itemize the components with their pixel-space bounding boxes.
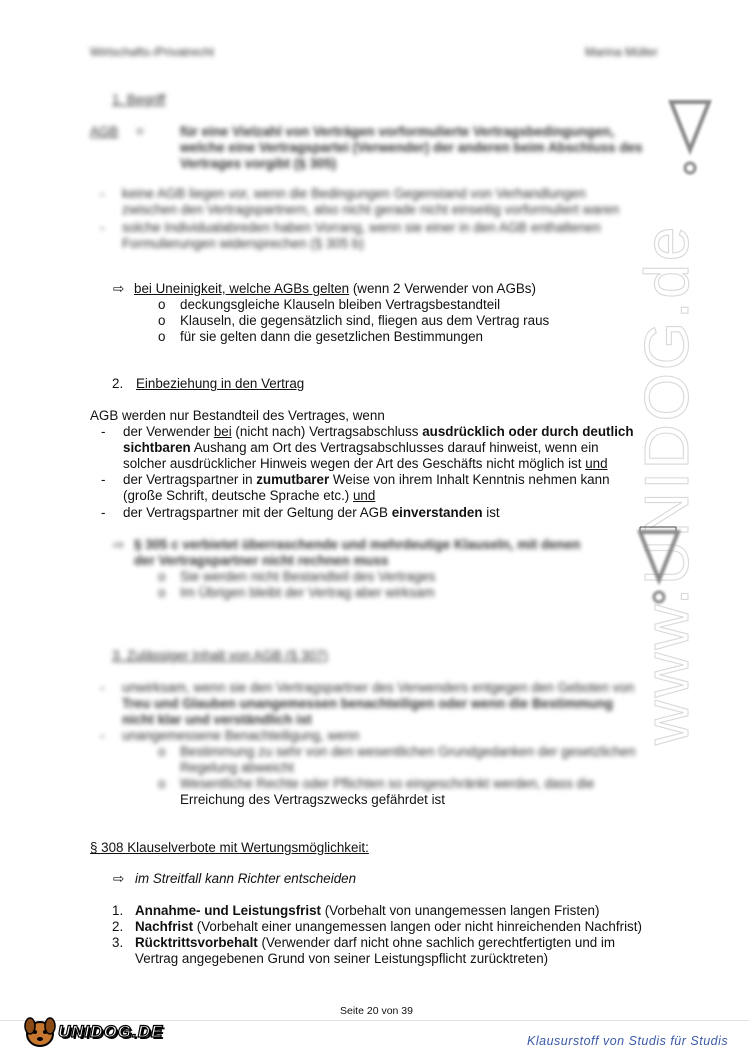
- bullet-dash: -: [100, 220, 105, 235]
- einbeziehung-item-2-line-2: (große Schrift, deutsche Sprache etc.) und: [123, 488, 376, 503]
- klausel-1-number: 1.: [112, 903, 124, 918]
- einbeziehung-item-3: der Vertragspartner mit der Geltung der AGB einverstanden ist: [123, 505, 500, 520]
- unidog-logo: UNIDOG.DE: [58, 1022, 164, 1041]
- header-left: Wirtschafts-/Privatrecht: [90, 45, 215, 59]
- section-1-heading: 1. Begriff: [112, 92, 166, 107]
- einbeziehung-item-2-line-1: der Vertragspartner in zumutbarer Weise von ihrem Inhalt Kenntnis nehmen kann: [123, 472, 610, 487]
- klausel-3-line-1: Rücktrittsvorbehalt (Verwender darf nicht ohne sachlich gerechtfertigten und im: [135, 935, 616, 950]
- footer-divider: [0, 1020, 750, 1021]
- section-2-title: Einbeziehung in den Vertrag: [136, 376, 305, 391]
- blurred-307-line-3: nicht klar und verständlich ist: [122, 712, 312, 727]
- list-bullet: o: [158, 585, 166, 600]
- bullet-dash: -: [100, 680, 105, 695]
- list-bullet: o: [158, 569, 166, 584]
- equals-sign: =: [136, 124, 144, 139]
- blurred-307-line-2: Treu und Glauben unangemessen benachteiligen oder wenn die Bestimmung: [122, 696, 614, 711]
- definition-line-1: für eine Vielzahl von Verträgen vorformulierte Vertragsbedingungen,: [180, 124, 615, 139]
- blurred-307-sub-1-line-2: Regelung abweicht: [180, 760, 294, 775]
- definition-line-3: Vertrages vorgibt (§ 305): [180, 156, 337, 171]
- uneinigkeit-heading: [134, 281, 536, 297]
- klausel-2: Nachfrist (Vorbehalt einer unangemessen langen oder nicht hinreichenden Nachfrist): [135, 919, 642, 934]
- blurred-bullet-1-line-1: keine AGB liegen vor, wenn die Bedingungen Gegenstand von Verhandlungen: [122, 186, 586, 201]
- einbeziehung-intro: AGB werden nur Bestandteil des Vertrages, wenn: [90, 408, 385, 423]
- uneinigkeit-item-3: für sie gelten dann die gesetzlichen Bestimmungen: [180, 329, 483, 344]
- klausel-3-number: 3.: [112, 935, 124, 950]
- klausel-title: § 308 Klauselverbote mit Wertungsmöglichkeit:: [90, 840, 369, 855]
- arrow-icon: ⇨: [113, 537, 125, 552]
- header-right: Marina Müller: [585, 45, 658, 59]
- uneinigkeit-item-2: Klauseln, die gegensätzlich sind, fliegen aus dem Vertrag raus: [180, 313, 550, 328]
- blurred-305c-sub-2: Im Übrigen bleibt der Vertrag aber wirksam: [180, 585, 435, 600]
- blurred-305c-sub-1: Sie werden nicht Bestandteil des Vertrages: [180, 569, 436, 584]
- definition-line-2: welche eine Vertragspartei (Verwender) der anderen beim Abschluss des: [180, 140, 643, 155]
- einbeziehung-item-1-line-3: solcher ausdrücklicher Hinweis wegen der Art des Geschäfts nicht möglich ist und: [123, 456, 608, 471]
- bullet-dash: -: [101, 505, 106, 520]
- uneinigkeit-heading-rest: (wenn 2 Verwender von AGBs): [349, 281, 536, 296]
- list-bullet: o: [158, 744, 166, 759]
- list-bullet: o: [158, 329, 166, 344]
- section-3-heading: 3. Zulässiger Inhalt von AGB (§ 307): [112, 648, 328, 663]
- klausel-2-number: 2.: [112, 919, 124, 934]
- list-bullet: o: [158, 313, 166, 328]
- blurred-307-line-1: unwirksam, wenn sie den Vertragspartner des Verwenders entgegen den Geboten von: [122, 680, 635, 695]
- footer-slogan: Klausurstoff von Studis für Studis: [527, 1034, 729, 1048]
- blurred-bullet-2-line-2: Formulierungen widersprechen (§ 305 b): [122, 236, 364, 251]
- klausel-3-line-2: Vertrag angegebenen Grund von seiner Leistungspflicht zurücktreten): [135, 951, 549, 966]
- blurred-307-sub-1-line-1: Bestimmung zu sehr von den wesentlichen Grundgedanken der gesetzlichen: [180, 744, 636, 759]
- warning-triangle-icon: [667, 98, 713, 178]
- dog-logo-icon: [20, 1010, 60, 1050]
- watermark: www.UNIDOG.de: [633, 223, 702, 745]
- bullet-dash: -: [100, 728, 105, 743]
- blurred-307-sub-2-line-1: Wesentliche Rechte oder Pflichten so eingeschränkt werden, dass die: [180, 776, 595, 791]
- page-number: Seite 20 von 39: [340, 1005, 413, 1017]
- arrow-icon: ⇨: [113, 871, 125, 886]
- erreichung-line: Erreichung des Vertragszwecks gefährdet ist: [180, 792, 445, 807]
- einbeziehung-item-1-line-2: sichtbaren Aushang am Ort des Vertragsabschlusses darauf hinweist, wenn ein: [123, 440, 599, 455]
- blurred-bullet-1-line-2: zwischen den Vertragspartnern, also nicht gerade nicht einseitig vorformuliert waren: [122, 202, 620, 217]
- blurred-307-line-4: unangemessene Benachteiligung, wenn: [122, 728, 360, 743]
- section-2-number: 2.: [112, 376, 124, 391]
- list-bullet: o: [158, 776, 166, 791]
- uneinigkeit-heading-underlined: bei Uneinigkeit, welche AGBs gelten: [134, 281, 350, 296]
- bullet-dash: -: [100, 186, 105, 201]
- list-bullet: o: [158, 297, 166, 312]
- bullet-dash: -: [101, 472, 106, 487]
- agb-label: AGB: [90, 124, 119, 139]
- streitfall-note: im Streitfall kann Richter entscheiden: [135, 871, 357, 886]
- klausel-1: Annahme- und Leistungsfrist (Vorbehalt von unangemessen langen Fristen): [135, 903, 600, 918]
- blurred-bullet-2-line-1: solche Individualabreden haben Vorrang, wenn sie einer in den AGB enthaltenen: [122, 220, 601, 235]
- einbeziehung-item-1-line-1: der Verwender bei (nicht nach) Vertragsabschluss ausdrücklich oder durch deutlich: [123, 424, 634, 439]
- blurred-305c-line-1: § 305 c verbietet überraschende und mehrdeutige Klauseln, mit denen: [134, 537, 581, 552]
- arrow-icon: ⇨: [113, 281, 125, 296]
- warning-triangle-icon: [634, 524, 684, 606]
- blurred-305c-line-2: der Vertragspartner nicht rechnen muss: [134, 553, 389, 568]
- bullet-dash: -: [101, 424, 106, 439]
- uneinigkeit-item-1: deckungsgleiche Klauseln bleiben Vertragsbestandteil: [180, 297, 501, 312]
